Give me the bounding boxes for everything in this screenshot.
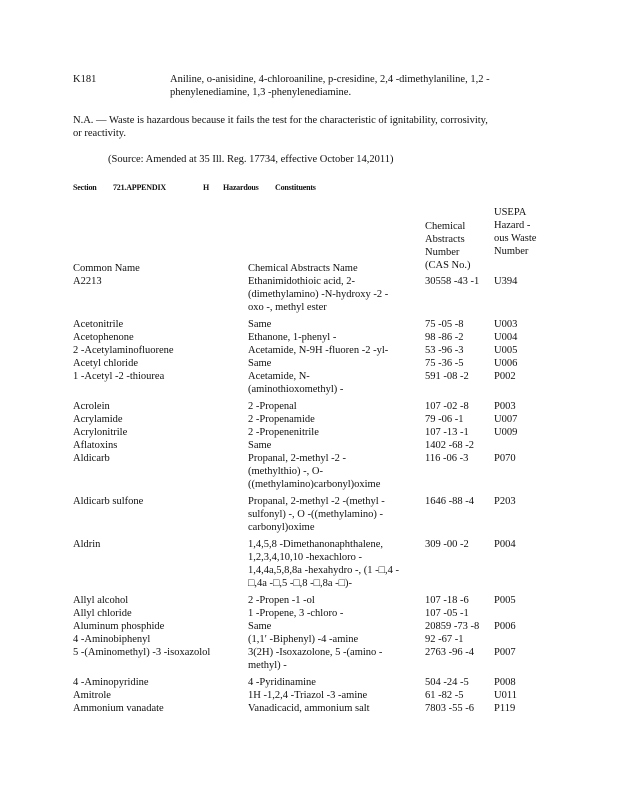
chem-name-cell xyxy=(248,413,425,426)
waste-number-cell xyxy=(494,607,544,620)
common-name-cell: Acetyl chloride xyxy=(73,358,139,369)
chem-name-line: □,4a -□,5 -□,8 -□,8a -□)- xyxy=(248,578,353,589)
cas-number-cell: 591 -08 -2 xyxy=(425,371,469,382)
chem-name-line: 2 -Propen -1 -ol xyxy=(248,595,315,606)
chem-name-line: (dimethylamino) -N-hydroxy -2 - xyxy=(248,289,389,300)
chem-name-line: carbonyl)oxime xyxy=(248,522,315,533)
common-name-cell: Acrylamide xyxy=(73,414,123,425)
cas-number-cell: 20859 -73 -8 xyxy=(425,621,480,632)
chem-name-line: 2 -Propenenitrile xyxy=(248,427,319,438)
header-cas-number: Chemical Abstracts Number (CAS No.) xyxy=(425,221,471,271)
cas-number-cell: 309 -00 -2 xyxy=(425,539,469,550)
chem-name-cell xyxy=(248,689,425,702)
common-name-cell: Aldrin xyxy=(73,539,101,550)
common-name-cell: Amitrole xyxy=(73,690,111,701)
chem-name-line: (1,1′ -Biphenyl) -4 -amine xyxy=(248,634,359,645)
table-row xyxy=(73,594,553,607)
table-row xyxy=(73,676,553,689)
table-row xyxy=(73,413,553,426)
table-row xyxy=(73,426,553,439)
waste-number-cell: P008 xyxy=(494,677,516,688)
section-title-1: Hazardous xyxy=(223,183,259,192)
table-row xyxy=(73,357,553,370)
waste-number-cell: P203 xyxy=(494,496,516,507)
chem-name-line: Propanal, 2-methyl -2 -(methyl - xyxy=(248,496,385,507)
common-name-cell: Ammonium vanadate xyxy=(73,703,164,714)
cas-number-cell: 107 -13 -1 xyxy=(425,427,469,438)
section-letter: H xyxy=(203,183,210,192)
table-row xyxy=(73,495,553,534)
chem-name-cell xyxy=(248,620,425,633)
cas-number-cell: 98 -86 -2 xyxy=(425,332,464,343)
section-word: Section xyxy=(73,183,97,192)
table-row xyxy=(73,607,553,620)
chem-name-cell xyxy=(248,439,425,452)
common-name-cell: A2213 xyxy=(73,276,102,287)
chem-name-line: Vanadicacid, ammonium salt xyxy=(248,703,370,714)
common-name-cell: 4 -Aminobiphenyl xyxy=(73,634,151,645)
common-name-cell: Allyl chloride xyxy=(73,608,132,619)
chem-name-line: Ethanone, 1-phenyl - xyxy=(248,332,337,343)
table-row xyxy=(73,620,553,633)
chem-name-cell xyxy=(248,344,425,357)
chem-name-line: 1,4,4a,5,8,8a -hexahydro -, (1 -□,4 - xyxy=(248,565,399,576)
chem-name-line: Acetamide, N-9H -fluoren -2 -yl- xyxy=(248,345,389,356)
chem-name-line: Same xyxy=(248,358,272,369)
cas-number-cell: 504 -24 -5 xyxy=(425,677,469,688)
common-name-cell: 4 -Aminopyridine xyxy=(73,677,149,688)
chem-name-cell xyxy=(248,331,425,344)
cas-number-cell: 75 -05 -8 xyxy=(425,319,464,330)
chem-name-line: Propanal, 2-methyl -2 - xyxy=(248,453,346,464)
chem-name-cell xyxy=(248,607,425,620)
waste-number-cell: P119 xyxy=(494,703,516,714)
cas-number-cell: 116 -06 -3 xyxy=(425,453,469,464)
chem-name-line: 1H -1,2,4 -Triazol -3 -amine xyxy=(248,690,368,701)
table-row xyxy=(73,439,553,452)
common-name-cell: Aldicarb sulfone xyxy=(73,496,144,507)
common-name-cell: Acetophenone xyxy=(73,332,134,343)
cas-number-cell: 1402 -68 -2 xyxy=(425,440,474,451)
table-row xyxy=(73,370,553,396)
waste-number-cell: U394 xyxy=(494,276,518,287)
section-title-2: Constituents xyxy=(275,183,316,192)
table-row xyxy=(73,318,553,331)
chem-name-line: 3(2H) -Isoxazolone, 5 -(amino - xyxy=(248,647,383,658)
cas-number-cell: 92 -67 -1 xyxy=(425,634,464,645)
chem-name-line: 1,2,3,4,10,10 -hexachloro - xyxy=(248,552,363,563)
table-row xyxy=(73,331,553,344)
chem-name-line: (aminothioxomethyl) - xyxy=(248,384,344,395)
waste-number-cell xyxy=(494,439,544,452)
k181-description: Aniline, o-anisidine, 4-chloroaniline, p-cresidine, 2,4 -dimethylaniline, 1,2 -phenylenediamine, 1,3 -phenylenediamine. xyxy=(170,74,490,98)
chem-name-cell xyxy=(248,702,425,715)
waste-number-cell: P007 xyxy=(494,647,516,658)
chem-name-cell xyxy=(248,426,425,439)
cas-number-cell: 75 -36 -5 xyxy=(425,358,464,369)
chem-name-cell xyxy=(248,275,425,314)
chem-name-cell xyxy=(248,646,425,672)
waste-number-cell: U009 xyxy=(494,427,518,438)
common-name-cell: Aluminum phosphide xyxy=(73,621,165,632)
cas-number-cell: 79 -06 -1 xyxy=(425,414,464,425)
waste-number-cell: U003 xyxy=(494,319,518,330)
section-number: 721.APPENDIX xyxy=(113,183,166,192)
chem-name-line: 1,4,5,8 -Dimethanonaphthalene, xyxy=(248,539,384,550)
common-name-cell: 2 -Acetylaminofluorene xyxy=(73,345,174,356)
k181-code: K181 xyxy=(73,74,97,85)
chem-name-cell xyxy=(248,633,425,646)
waste-number-cell: U004 xyxy=(494,332,518,343)
table-row xyxy=(73,633,553,646)
chem-name-line: 1 -Propene, 3 -chloro - xyxy=(248,608,344,619)
common-name-cell: Acrolein xyxy=(73,401,110,412)
chem-name-line: ((methylamino)carbonyl)oxime xyxy=(248,479,381,490)
chem-name-line: Ethanimidothioic acid, 2- xyxy=(248,276,356,287)
section-heading xyxy=(73,181,316,194)
chem-name-line: Same xyxy=(248,440,272,451)
chem-name-cell xyxy=(248,400,425,413)
chem-name-line: (methylthio) -, O- xyxy=(248,466,323,477)
cas-number-cell: 61 -82 -5 xyxy=(425,690,464,701)
table-row xyxy=(73,702,553,715)
source-note: (Source: Amended at 35 Ill. Reg. 17734, effective October 14,2011) xyxy=(108,154,394,165)
common-name-cell: 5 -(Aminomethyl) -3 -isoxazolol xyxy=(73,647,211,658)
chem-name-cell xyxy=(248,452,425,491)
table-row xyxy=(73,689,553,702)
header-chem-name: Chemical Abstracts Name xyxy=(248,263,358,274)
common-name-cell: Aldicarb xyxy=(73,453,110,464)
cas-number-cell: 107 -02 -8 xyxy=(425,401,469,412)
chem-name-cell xyxy=(248,594,425,607)
header-common-name: Common Name xyxy=(73,263,140,274)
chem-name-cell xyxy=(248,370,425,396)
common-name-cell: Allyl alcohol xyxy=(73,595,129,606)
cas-number-cell: 7803 -55 -6 xyxy=(425,703,474,714)
cas-number-cell: 107 -18 -6 xyxy=(425,595,469,606)
chem-name-line: oxo -, methyl ester xyxy=(248,302,327,313)
table-row xyxy=(73,400,553,413)
common-name-cell: Acrylonitrile xyxy=(73,427,128,438)
waste-number-cell: U006 xyxy=(494,358,518,369)
chem-name-line: methyl) - xyxy=(248,660,287,671)
chem-name-cell xyxy=(248,495,425,534)
waste-number-cell: P002 xyxy=(494,371,516,382)
cas-number-cell: 53 -96 -3 xyxy=(425,345,464,356)
table-row xyxy=(73,452,553,491)
chem-name-line: 2 -Propenamide xyxy=(248,414,315,425)
header-usepa-number: USEPA Hazard - ous Waste Number xyxy=(494,207,537,257)
table-row xyxy=(73,538,553,590)
chem-name-line: Acetamide, N- xyxy=(248,371,310,382)
waste-number-cell xyxy=(494,633,544,646)
waste-number-cell: P004 xyxy=(494,539,516,550)
table-row xyxy=(73,344,553,357)
constituents-table xyxy=(73,275,553,715)
cas-number-cell: 107 -05 -1 xyxy=(425,608,469,619)
chem-name-cell xyxy=(248,357,425,370)
waste-number-cell: U007 xyxy=(494,414,518,425)
na-note: N.A. — Waste is hazardous because it fails the test for the characteristic of ignitability, corrosivity, or reactivity. xyxy=(73,115,488,139)
common-name-cell: Acetonitrile xyxy=(73,319,124,330)
chem-name-cell xyxy=(248,538,425,590)
cas-number-cell: 1646 -88 -4 xyxy=(425,496,474,507)
chem-name-cell xyxy=(248,676,425,689)
common-name-cell: 1 -Acetyl -2 -thiourea xyxy=(73,371,165,382)
chem-name-line: 2 -Propenal xyxy=(248,401,297,412)
table-row xyxy=(73,646,553,672)
chem-name-line: sulfonyl) -, O -((methylamino) - xyxy=(248,509,384,520)
chem-name-cell xyxy=(248,318,425,331)
cas-number-cell: 2763 -96 -4 xyxy=(425,647,474,658)
cas-number-cell: 30558 -43 -1 xyxy=(425,276,480,287)
waste-number-cell: P005 xyxy=(494,595,516,606)
waste-number-cell: P006 xyxy=(494,621,516,632)
chem-name-line: Same xyxy=(248,621,272,632)
common-name-cell: Aflatoxins xyxy=(73,440,118,451)
waste-number-cell: P070 xyxy=(494,453,516,464)
waste-number-cell: P003 xyxy=(494,401,516,412)
waste-number-cell: U005 xyxy=(494,345,518,356)
waste-number-cell: U011 xyxy=(494,690,517,701)
table-row xyxy=(73,275,553,314)
chem-name-line: Same xyxy=(248,319,272,330)
chem-name-line: 4 -Pyridinamine xyxy=(248,677,316,688)
